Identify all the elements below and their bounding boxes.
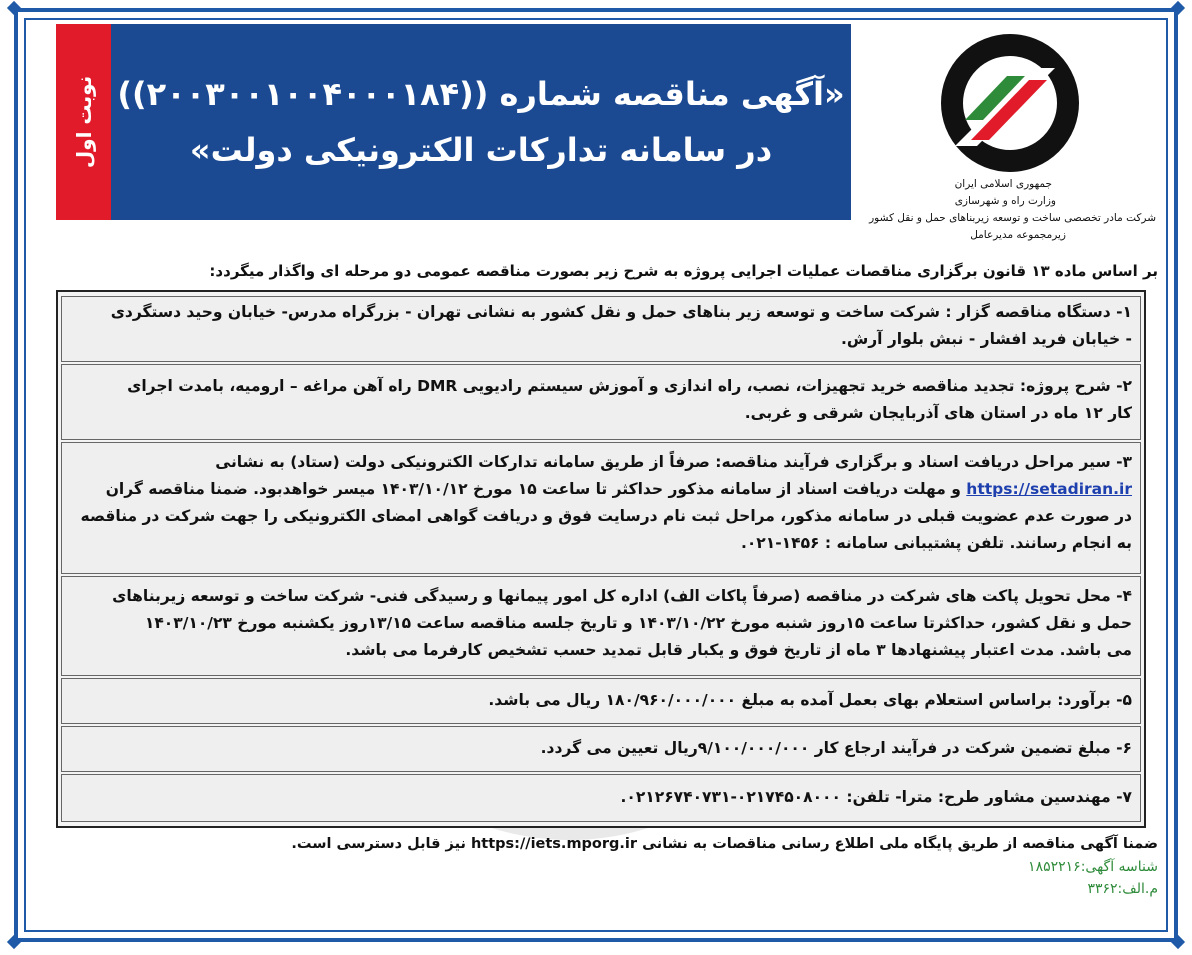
tender-item-3: [61, 442, 1141, 574]
footer-section: [40, 832, 1158, 900]
ad-code: م.الف:۳۳۶۲: [1087, 881, 1158, 897]
item-2-line-1: ۲- شرح پروژه: تجدید مناقصه خرید تجهیزات، نصب، راه اندازی و آموزش سیستم رادیویی DMR راه آهن مراغه – ارومیه، بامدت اجرای: [127, 377, 1132, 395]
organization-info: [860, 176, 1156, 252]
item-2-line-2: کار ۱۲ ماه در استان های آذربایجان شرقی و غربی.: [744, 404, 1132, 422]
org-ministry: وزارت راه و شهرسازی: [954, 195, 1056, 207]
announcement-title-banner: [111, 24, 851, 220]
item-6-line-1: ۶- مبلغ تضمین شرکت در فرآیند ارجاع کار ۹/۱۰۰/۰۰۰/۰۰۰ریال تعیین می گردد.: [540, 739, 1132, 757]
item-3-line-1: ۳- سیر مراحل دریافت اسناد و برگزاری فرآیند مناقصه: صرفاً از طریق سامانه تدارکات الکترونیکی دولت (ستاد) به نشانی: [215, 453, 1132, 471]
tender-item-4: [61, 576, 1141, 676]
publication-round-badge: [56, 24, 112, 220]
item-3-line-4: به انجام رسانند. تلفن پشتیبانی سامانه : ۱۴۵۶-۰۲۱.: [740, 534, 1132, 552]
publication-round-label: نوبت اول: [72, 75, 96, 169]
item-4-line-2: حمل و نقل کشور، حداکثرتا ساعت ۱۵روز شنبه مورخ ۱۴۰۳/۱۰/۲۲ و تاریخ جلسه مناقصه ساعت ۱۳/۱۵روز یکشنبه مورخ ۱۴۰۳/۱۰/۲۳: [144, 614, 1132, 632]
footer-note: ضمنا آگهی مناقصه از طریق پایگاه ملی اطلاع رسانی مناقصات به نشانی https://iets.mporg.ir نیز قابل دسترسی است.: [291, 836, 1158, 852]
org-country: جمهوری اسلامی ایران: [954, 178, 1052, 190]
item-1-line-2: - خیابان فرید افشار - نبش بلوار آرش.: [840, 330, 1132, 348]
item-5-line-1: ۵- برآورد: براساس استعلام بهای بعمل آمده به مبلغ ۱۸۰/۹۶۰/۰۰۰/۰۰۰ ریال می باشد.: [488, 691, 1132, 709]
item-3-line-2-text: و مهلت دریافت اسناد از سامانه مذکور حداکثر تا ساعت ۱۵ مورخ ۱۴۰۳/۱۰/۱۲ میسر خواهدبود. ضمنا مناقصه گران: [105, 480, 961, 498]
setad-link[interactable]: https://setadiran.ir: [966, 480, 1132, 498]
intro-text: بر اساس ماده ۱۳ قانون برگزاری مناقصات عملیات اجرایی پروژه به شرح زیر بصورت مناقصه عمومی دو مرحله ای واگذار میگردد:: [209, 262, 1158, 280]
org-company: شرکت مادر تخصصی ساخت و توسعه زیربناهای حمل و نقل کشور: [869, 212, 1156, 224]
org-division: زیرمجموعه مدیرعامل: [970, 229, 1066, 241]
item-3-line-3: در صورت عدم عضویت قبلی در سامانه مذکور، مراحل ثبت نام درسایت فوق و دریافت گواهی امضای الکترونیکی را جهت شرکت در مناقصه: [80, 507, 1132, 525]
title-line-2: در سامانه تدارکات الکترونیکی دولت»: [189, 131, 773, 169]
ministry-logo-icon: [925, 28, 1095, 178]
tender-items-box: [56, 290, 1146, 828]
ad-identifier: شناسه آگهی:۱۸۵۲۲۱۶: [1028, 859, 1158, 875]
item-3-line-2: [70, 476, 1132, 503]
item-7-line-1: ۷- مهندسین مشاور طرح: مترا- تلفن: ۰۲۱۷۴۵۰۸۰۰۰-۰۲۱۲۶۷۴۰۷۳۱.: [620, 788, 1132, 806]
tender-item-1: [61, 296, 1141, 362]
item-4-line-3: می باشد. مدت اعتبار پیشنهادها ۳ ماه از تاریخ فوق و یکبار قابل تمدید حسب تشخیص کارفرما می باشد.: [345, 641, 1132, 659]
item-4-line-1: ۴- محل تحویل پاکت های شرکت در مناقصه (صرفاً پاکات الف) اداره کل امور پیمانها و رسیدگی فنی- شرکت ساخت و توسعه زیربناهای: [112, 587, 1132, 605]
tender-item-2: [61, 364, 1141, 440]
item-1-line-1: ۱- دستگاه مناقصه گزار : شرکت ساخت و توسعه زیر بناهای حمل و نقل کشور به نشانی تهران - بزرگراه مدرس- خیابان وحید دستگردی: [110, 303, 1132, 321]
tender-item-6: [61, 726, 1141, 772]
tender-item-5: [61, 678, 1141, 724]
title-line-1: «آگهی مناقصه شماره ((۲۰۰۳۰۰۱۰۰۴۰۰۰۱۸۴)): [117, 75, 845, 113]
tender-item-7: [61, 774, 1141, 822]
